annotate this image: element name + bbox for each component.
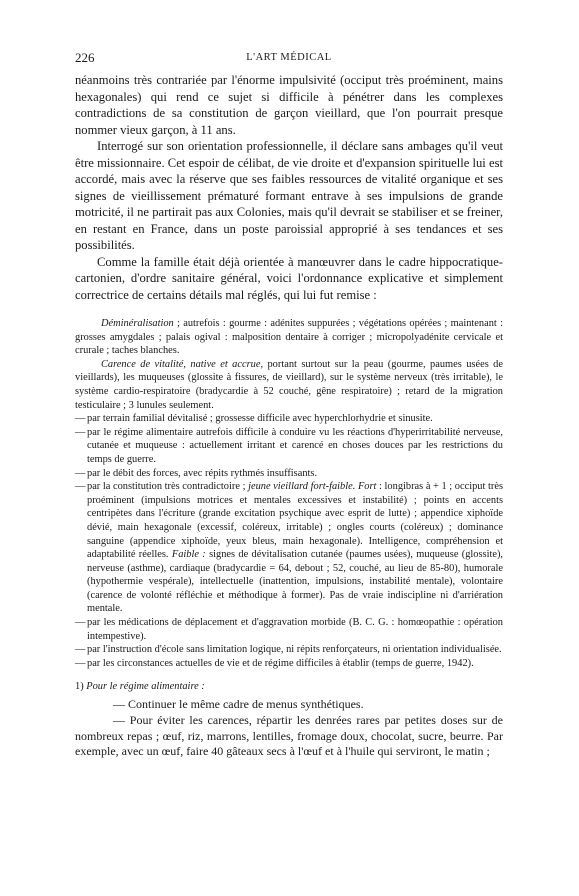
running-title: L'ART MÉDICAL bbox=[246, 52, 332, 63]
demineralisation-label: Déminéralisation bbox=[101, 318, 174, 329]
document-page bbox=[75, 50, 503, 760]
section-title: Pour le régime alimentaire : bbox=[86, 681, 205, 693]
list-item: — par les circonstances actuelles de vie et de régime difficiles à établir (temps de guerre, 1942). bbox=[75, 657, 474, 669]
list-item: — par l'instruction d'école sans limitation logique, ni répits renforçateurs, ni orientation individualisée. bbox=[75, 644, 502, 656]
paragraph: Comme la famille était déjà orientée à manœuvrer dans le cadre hippocratique-cartonien, d'ordre sanitaire général, voici l'ordonnance explicative et simplement correctrice de certains détails mal réglés, qui lui fut remise : bbox=[75, 254, 503, 302]
paragraph: Interrogé sur son orientation professionnelle, il déclare sans ambages qu'il veut être missionnaire. Cet espoir de célibat, de vie droite et d'expansion spirituelle lui est accordé, mais avec la réserve que ses faibles ressources de vitalité organique et ses signes de vieillissement prématuré formant entrave à ses impulsions de grande motricité, il ne partirait pas aux Colonies, mais qu'il devrait se stabiliser et se freiner, en restant en France, dans un poste paroissial approprié à ses tendances et ses possibilités. bbox=[75, 139, 503, 252]
carence-label: Carence de vitalité, native et accrue, bbox=[101, 358, 264, 370]
list-item: — par le régime alimentaire autrefois difficile à conduire vu les réactions d'hyperirritabilité nerveuse, cutanée et muqueuse : actuellement irritant et carencé en choses douces par les restrictions du temps de guerre. bbox=[75, 426, 503, 465]
constitution-item: — par la constitution très contradictoire ; jeune vieillard fort-faible. Fort : longibras à + 1 ; occiput très proéminent (impulsions motrices et mentales excessives et instabilité) ; points en accents centripètes dans l'écriture (grande excitation psychique avec esprit de lutte) ; appendice xiphoïde dévié, main hexagonale (excessif, coléreux, irritable) ; ongles courts (coléreux) ; dominance sanguine (appendice xiphoïde, yeux bleus, main hexagonale). Intelligence, compréhension et adaptabilité réelles. Faible : signes de dévitalisation cutanée (paumes usées), muqueuse (glossite), nerveuse (asthme), cardiaque (bradycardie = 64, debout ; 52, couché, au lieu de 85-80), humorale (hypothermie vespérale), intellectuelle (inattention, impulsions, instabilité mentale), volontaire (carence de volonté réfléchie et méthodique à former). Pas de vraie indiscipline ni d'arriération mentale. bbox=[75, 481, 504, 615]
paragraph: néanmoins très contrariée par l'énorme impulsivité (occiput très proéminent, mains hexagonales) qui rend ce sujet si difficile à pénétrer dans les complexes contradictions de sa constitution de garçon vieillard, que l'on pourrait presque nommer vieux garçon, à 11 ans. bbox=[75, 73, 503, 137]
list-item: — par les médications de déplacement et d'aggravation morbide (B. C. G. : homœopathie : opération intempestive). bbox=[75, 617, 503, 642]
paragraph: — Pour éviter les carences, répartir les denrées rares par petites doses sur de nombreux repas ; œuf, riz, marrons, lentilles, fromage doux, chocolat, sucre, beurre. Par exemple, avec un œuf, faire 40 gâteaux secs à l'œuf et à l'huile qui serviront, le matin ; bbox=[75, 713, 503, 759]
carence-paragraph bbox=[75, 358, 503, 412]
page-header bbox=[75, 50, 503, 72]
carence-text: portant surtout sur la peau (gourme, paumes usées de vieillards), les muqueuses (glossite à fissures, de vieillard), sur le système nerveux (très irritable), le système cardio-respiratoire (bradycardie à 52 couché, gêne respiratoire) ; retard de la migration testiculaire ; 3 lunules seulement. bbox=[75, 358, 503, 411]
demineralisation-paragraph bbox=[75, 317, 503, 358]
list-item: — par terrain familial dévitalisé ; grossesse difficile avec hyperchlorhydrie et sinusite. bbox=[75, 413, 433, 425]
paragraph: — Continuer le même cadre de menus synthétiques. bbox=[113, 697, 364, 712]
section-heading bbox=[75, 680, 503, 694]
list-item: — par le débit des forces, avec répits rythmés insuffisants. bbox=[75, 467, 318, 479]
section-number: 1) bbox=[75, 681, 84, 693]
prescription-text bbox=[75, 317, 503, 694]
demineralisation-text: ; autrefois : gourme : adénites suppurées ; végétations opérées ; maintenant : grosses amygdales ; palais ogival : malposition dentaire à corriger ; micropolyadénite cervicale et crurale ; taches blanches. bbox=[75, 318, 503, 357]
main-text bbox=[75, 72, 503, 303]
diet-text bbox=[75, 697, 503, 759]
page-number: 226 bbox=[75, 50, 95, 65]
